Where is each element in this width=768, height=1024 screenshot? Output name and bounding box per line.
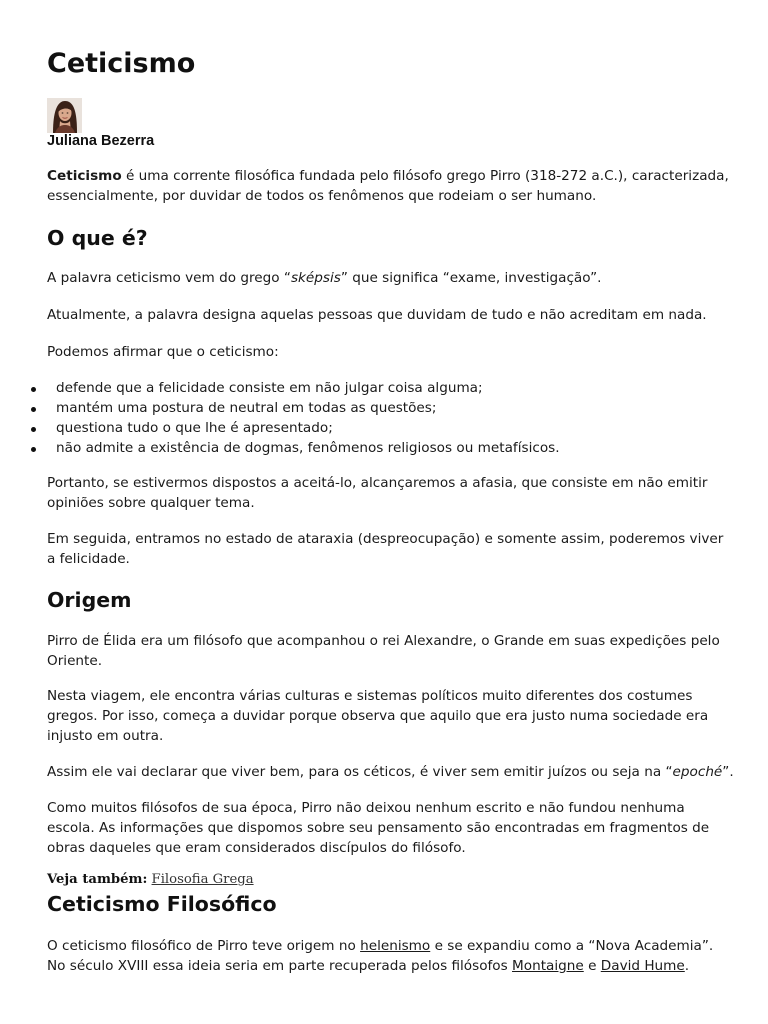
viagem-line1: Nesta viagem, ele encontra várias culturas e sistemas políticos muito diferentes dos costumes [47, 688, 693, 704]
pirro-line2: Oriente. [47, 653, 103, 669]
heading-origem: Origem [47, 588, 132, 612]
paragraph-afasia [47, 473, 737, 513]
list-item [47, 438, 737, 458]
author-avatar[interactable] [47, 98, 82, 133]
see-also-label: Veja também: [47, 872, 148, 887]
author-name[interactable]: Juliana Bezerra [47, 133, 155, 149]
intro-term: Ceticismo [47, 168, 122, 184]
list-item-text: questiona tudo o que lhe é apresentado; [56, 420, 333, 436]
intro-paragraph [47, 166, 737, 206]
ataraxia-line2: a felicidade. [47, 551, 130, 567]
cf-line1-before: O ceticismo filosófico de Pirro teve origem no [47, 938, 361, 954]
epoche-after: ”. [722, 764, 734, 780]
bullet-icon [31, 407, 36, 412]
epoche-before: Assim ele vai declarar que viver bem, para os céticos, é viver sem emitir juízos ou seja na “ [47, 764, 673, 780]
escritos-line3: obras daqueles que eram considerados discípulos do filósofo. [47, 840, 466, 856]
escritos-line2: escola. As informações que dispomos sobre seu pensamento são encontradas em fragmentos de [47, 820, 710, 836]
paragraph-viagem [47, 686, 737, 746]
escritos-line1: Como muitos filósofos de sua época, Pirro não deixou nenhum escrito e não fundou nenhuma [47, 800, 685, 816]
bullet-icon [31, 427, 36, 432]
link-helenismo[interactable]: helenismo [360, 938, 431, 954]
paragraph-current-meaning: Atualmente, a palavra designa aquelas pessoas que duvidam de tudo e não acreditam em nada. [47, 307, 707, 323]
afasia-line2: opiniões sobre qualquer tema. [47, 495, 255, 511]
list-item-text: não admite a existência de dogmas, fenômenos religiosos ou metafísicos. [56, 440, 560, 456]
cf-line1-after: e se expandiu como a “Nova Academia”. [430, 938, 714, 954]
heading-o-que-e: O que é? [47, 226, 148, 250]
page-title: Ceticismo [47, 48, 196, 79]
skepticism-list [47, 378, 737, 458]
see-also-link[interactable]: Filosofia Grega [151, 872, 254, 887]
ataraxia-line1: Em seguida, entramos no estado de ataraxia (despreocupação) e somente assim, poderemos viver [47, 531, 724, 547]
afasia-line1: Portanto, se estivermos dispostos a aceitá-lo, alcançaremos a afasia, que consiste em não emitir [47, 475, 708, 491]
paragraph-pirro [47, 631, 737, 671]
list-item-text: mantém uma postura de neutral em todas as questões; [56, 400, 437, 416]
viagem-line2: gregos. Por isso, começa a duvidar porque observa que aquilo que era justo numa sociedade era [47, 708, 709, 724]
origin-word-after: ” que significa “exame, investigação”. [340, 270, 602, 286]
pirro-line1: Pirro de Élida era um filósofo que acompanhou o rei Alexandre, o Grande em suas expedições pelo [47, 633, 720, 649]
intro-text-line2: essencialmente, por duvidar de todos os fenômenos que rodeiam o ser humano. [47, 188, 597, 204]
link-david-hume[interactable]: David Hume [600, 958, 685, 974]
origin-word-before: A palavra ceticismo vem do grego “ [47, 270, 291, 286]
list-item [47, 378, 737, 398]
paragraph-list-intro: Podemos afirmar que o ceticismo: [47, 344, 279, 360]
list-item [47, 398, 737, 418]
viagem-line3: injusto em outra. [47, 728, 164, 744]
list-item-text: defende que a felicidade consiste em não julgar coisa alguma; [56, 380, 483, 396]
cf-line2-after: . [684, 958, 690, 974]
cf-line2-before: No século XVIII essa ideia seria em parte recuperada pelos filósofos [47, 958, 513, 974]
paragraph-epoche [47, 762, 737, 782]
cf-line2-mid: e [583, 958, 601, 974]
list-item [47, 418, 737, 438]
origin-word-term: sképsis [290, 270, 341, 286]
see-also [47, 871, 254, 889]
paragraph-ataraxia [47, 529, 737, 569]
paragraph-ceticismo-filosofico [47, 936, 737, 976]
author-portrait-icon [47, 98, 82, 133]
heading-ceticismo-filosofico: Ceticismo Filosófico [47, 892, 277, 916]
paragraph-origin-word [47, 268, 737, 288]
bullet-icon [31, 387, 36, 392]
epoche-term: epoché [672, 764, 723, 780]
paragraph-escritos [47, 798, 737, 858]
bullet-icon [31, 447, 36, 452]
intro-text-line1: é uma corrente filosófica fundada pelo filósofo grego Pirro (318-272 a.C.), caracterizada, [121, 168, 729, 184]
link-montaigne[interactable]: Montaigne [512, 958, 584, 974]
